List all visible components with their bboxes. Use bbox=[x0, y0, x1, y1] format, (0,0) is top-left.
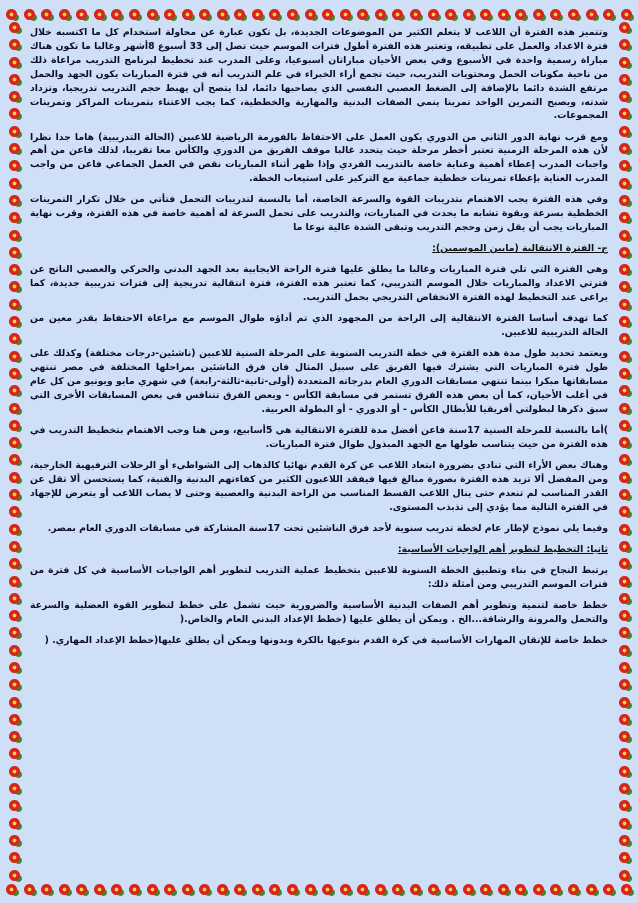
flower-icon bbox=[147, 9, 158, 20]
flower-icon bbox=[111, 884, 122, 895]
flower-icon bbox=[498, 884, 509, 895]
flower-icon bbox=[619, 403, 630, 414]
flower-icon bbox=[9, 385, 20, 396]
flower-icon bbox=[269, 9, 280, 20]
flower-icon bbox=[94, 884, 105, 895]
flower-icon bbox=[9, 22, 20, 33]
flower-icon bbox=[445, 9, 456, 20]
flower-icon bbox=[340, 884, 351, 895]
flower-icon bbox=[9, 679, 20, 690]
flower-icon bbox=[9, 524, 20, 535]
flower-icon bbox=[9, 506, 20, 517]
flower-icon bbox=[9, 143, 20, 154]
flower-icon bbox=[586, 9, 597, 20]
flower-icon bbox=[619, 679, 630, 690]
flower-icon bbox=[9, 800, 20, 811]
flower-icon bbox=[9, 645, 20, 656]
flower-icon bbox=[94, 9, 105, 20]
flower-icon bbox=[515, 9, 526, 20]
flower-icon bbox=[619, 368, 630, 379]
flower-icon bbox=[375, 884, 386, 895]
flower-icon bbox=[287, 9, 298, 20]
flower-icon bbox=[619, 541, 630, 552]
flower-icon bbox=[41, 9, 52, 20]
paragraph-transition-duration: ويعتمد تحديد طول مدة هذه الفترة في خطة التدريب السنوية على المرحلة السنية للاعبين (ناشئين-درجات مختلفة) وكذلك على طول فترة المباريات التي يشترك فيها الفريق على سبيل المثال فان فرق الناشئين بمراحلها المختلفة في مصر تنتهي مسابقاتها مبكرا بينما تنتهي مسابقات الدوري العام بدرجاته المتعددة (أولى-ثانية-ثالثة-رابعة) في شهري مايو ويونيو من كل عام في أغلب الأحيان، كما أن بعض هذه الفرق تستمر في مسابقة الكأس - وبعض الفرق تتنافس في بعض المسابقات الأخرى التي سبق ذكرها لبطولتي أفريقيا للأبطال الكأس - أو الدوري - أو البطولة العربية. bbox=[30, 348, 608, 415]
flower-icon bbox=[76, 884, 87, 895]
paragraph-age-17: )أما بالنسبة للمرحلة السنية 17سنة فاعن أفضل مدة للفترة الانتقالية هي 5أسابيع، ومن هنا وجب الاهتمام بتخطيط التدريب في هذه الفترة من حيث يتناسب طولها مع الجهد المبذول طوال فترة المباريات. bbox=[30, 424, 608, 450]
flower-icon bbox=[9, 593, 20, 604]
flower-icon bbox=[603, 9, 614, 20]
flower-icon bbox=[463, 9, 474, 20]
flower-icon bbox=[9, 576, 20, 587]
flower-icon bbox=[9, 766, 20, 777]
flower-border-left bbox=[5, 22, 23, 881]
flower-icon bbox=[619, 576, 630, 587]
flower-icon bbox=[410, 9, 421, 20]
flower-icon bbox=[24, 884, 35, 895]
flower-icon bbox=[252, 9, 263, 20]
flower-icon bbox=[619, 558, 630, 569]
paragraph-plan-model: وفيما يلي نموذج لإطار عام لخطة تدريب سنوية لأحد فرق الناشئين تحت 17سنة المشاركة في مسابقات الدوري العام بمصر. bbox=[47, 522, 608, 534]
document-body bbox=[30, 26, 608, 879]
flower-icon bbox=[533, 9, 544, 20]
flower-icon bbox=[9, 731, 20, 742]
flower-icon bbox=[9, 748, 20, 759]
flower-icon bbox=[619, 766, 630, 777]
flower-border-bottom bbox=[6, 880, 632, 898]
flower-icon bbox=[9, 333, 20, 344]
flower-icon bbox=[533, 884, 544, 895]
flower-icon bbox=[603, 884, 614, 895]
flower-icon bbox=[9, 368, 20, 379]
flower-icon bbox=[568, 884, 579, 895]
flower-icon bbox=[9, 230, 20, 241]
flower-icon bbox=[9, 818, 20, 829]
flower-icon bbox=[619, 593, 630, 604]
flower-icon bbox=[9, 108, 20, 119]
flower-icon bbox=[9, 437, 20, 448]
flower-icon bbox=[619, 385, 630, 396]
flower-icon bbox=[619, 524, 630, 535]
flower-icon bbox=[9, 195, 20, 206]
flower-icon bbox=[305, 884, 316, 895]
section-heading-planning: ثانيا: التخطيط لتطوير أهم الواجبات الأساسية: bbox=[397, 543, 608, 555]
flower-icon bbox=[619, 506, 630, 517]
paragraph-strength-speed: وفي هذه الفترة يجب الاهتمام بتدريبات القوة والسرعة الخاصة، أما بالنسبة لتدريبات التحمل فتأتي من خلال تكرار التمرينات الخططية بسرعة وبقوة تشابه ما يحدث في المباريات، والتدريب على تحمل السرعة له أهمية خاصة في هذه الفترة، وقرب نهاية المباريات يجب أن يقل زمن وحجم التدريب وتبقى الشدة عالية نوعا ما bbox=[30, 194, 608, 234]
flower-icon bbox=[619, 316, 630, 327]
flower-icon bbox=[619, 178, 630, 189]
flower-icon bbox=[9, 870, 20, 881]
flower-icon bbox=[9, 835, 20, 846]
flower-icon bbox=[234, 9, 245, 20]
flower-icon bbox=[619, 645, 630, 656]
flower-icon bbox=[9, 454, 20, 465]
flower-icon bbox=[9, 403, 20, 414]
flower-icon bbox=[305, 9, 316, 20]
flower-icon bbox=[9, 472, 20, 483]
flower-icon bbox=[550, 9, 561, 20]
flower-icon bbox=[357, 9, 368, 20]
flower-icon bbox=[252, 884, 263, 895]
flower-icon bbox=[9, 697, 20, 708]
flower-icon bbox=[480, 9, 491, 20]
flower-icon bbox=[6, 884, 17, 895]
flower-icon bbox=[9, 783, 20, 794]
flower-icon bbox=[357, 884, 368, 895]
flower-icon bbox=[619, 195, 630, 206]
flower-icon bbox=[9, 299, 20, 310]
flower-icon bbox=[269, 884, 280, 895]
flower-icon bbox=[9, 74, 20, 85]
paragraph-rest-opinions: وهناك بعض الأراء التي تنادي بضرورة ابتعاد اللاعب عن كرة القدم نهائيا كالذهاب إلى الشواطيء أو الرحلات الترفيهية الخارجية، ومن المفضل ألا تزيد هذه الفترة بصورة مبالغ فيها فيفقد اللاعبون الكثير من كفاءتهم البدنية والفنية، كما يستحسن ألا تقل عن القدر المناسب لم تنعدم حتى ينال اللاعب القسط المناسب من الراحة البدنية والعصبية وحتى لا يصاب اللاعب أو يتعرض للإجهاد في الفترة التالية مما يؤدي إلى تذبذب المستوى. bbox=[30, 459, 608, 513]
flower-icon bbox=[619, 108, 630, 119]
flower-icon bbox=[164, 884, 175, 895]
flower-icon bbox=[129, 9, 140, 20]
flower-icon bbox=[234, 884, 245, 895]
flower-icon bbox=[9, 852, 20, 863]
paragraph-transition-goal: كما تهدف أساسا الفترة الانتقالية إلى الراحة من المجهود الذي تم أداؤه طوال الموسم مع مراعاة الاحتفاظ بقدر معين من الحالة التدريبية للاعبين. bbox=[30, 313, 608, 339]
flower-icon bbox=[586, 884, 597, 895]
flower-icon bbox=[445, 884, 456, 895]
flower-icon bbox=[287, 884, 298, 895]
flower-icon bbox=[199, 9, 210, 20]
flower-icon bbox=[568, 9, 579, 20]
flower-icon bbox=[621, 9, 632, 20]
paragraph-league-end: ومع قرب نهاية الدور الثاني من الدوري يكون العمل على الاحتفاظ بالفورمة الرياضية للاعبين (الحالة التدريبية) هاما جدا نظرا لأن هذه المرحلة الزمنية تعتبر أخطر مرحلة حيث يتحدد غالبا موقف الفريق من الدوري والكأس معا تقريبا، لذلك فاعن من أهم واجبات المدرب إعطاء أهمية وعناية خاصة بالتدريب الفردي وإذا ظهر أثناء المباريات نقص في العمل الجماعي فاعن من واجب المدرب العناية بإعطاء تمرينات خططية جماعية مع التركيز على استيعاب الخطة. bbox=[30, 131, 608, 185]
flower-icon bbox=[9, 39, 20, 50]
flower-icon bbox=[619, 627, 630, 638]
flower-icon bbox=[9, 126, 20, 137]
flower-icon bbox=[619, 39, 630, 50]
flower-icon bbox=[619, 247, 630, 258]
paragraph-transition-definition: وهي الفترة التي تلي فترة المباريات وغالبا ما يطلق عليها فترة الراحة الايجابية بعد الجهد البدني والحركي والعصبي الناتج عن فترتي الاعداد والمباريات خلال الموسم التدريبي، كما تعتبر هذه الفترة، فترة انتقالية تدريجية إلى فترات تدريبية جديدة، كما يراعى عند التخطيط لهذه الفترة الانخفاض التدريجي بحمل التدريب. bbox=[30, 264, 608, 304]
flower-icon bbox=[619, 91, 630, 102]
flower-icon bbox=[619, 800, 630, 811]
flower-border-top bbox=[6, 5, 632, 23]
flower-icon bbox=[619, 160, 630, 171]
flower-icon bbox=[9, 541, 20, 552]
paragraph-physical-plans: خطط خاصة لتنمية وتطوير أهم الصفات البدنية الأساسية والضرورية حيث تشمل على خطط لتطوير القوة العضلية والسرعة والتحمل والمرونة والرشاقة...الخ . ويمكن أن يطلق عليها (خطط الإعداد البدني العام والخاص.( bbox=[30, 599, 608, 625]
flower-icon bbox=[6, 9, 17, 20]
flower-icon bbox=[217, 884, 228, 895]
flower-icon bbox=[9, 212, 20, 223]
flower-icon bbox=[619, 714, 630, 725]
flower-icon bbox=[619, 610, 630, 621]
flower-icon bbox=[9, 558, 20, 569]
flower-icon bbox=[199, 884, 210, 895]
flower-icon bbox=[463, 884, 474, 895]
flower-icon bbox=[619, 870, 630, 881]
flower-icon bbox=[619, 748, 630, 759]
flower-icon bbox=[619, 57, 630, 68]
flower-icon bbox=[129, 884, 140, 895]
flower-border-right bbox=[615, 22, 633, 881]
flower-icon bbox=[619, 299, 630, 310]
flower-icon bbox=[59, 9, 70, 20]
flower-icon bbox=[164, 9, 175, 20]
flower-icon bbox=[322, 9, 333, 20]
flower-icon bbox=[619, 264, 630, 275]
flower-icon bbox=[550, 884, 561, 895]
flower-icon bbox=[9, 627, 20, 638]
flower-icon bbox=[9, 714, 20, 725]
flower-icon bbox=[619, 852, 630, 863]
flower-icon bbox=[9, 420, 20, 431]
flower-icon bbox=[9, 610, 20, 621]
flower-icon bbox=[9, 178, 20, 189]
flower-icon bbox=[9, 247, 20, 258]
flower-icon bbox=[111, 9, 122, 20]
flower-icon bbox=[619, 126, 630, 137]
flower-icon bbox=[9, 264, 20, 275]
section-heading-transition: ج- الفترة الانتقالية (مابين الموسمين): bbox=[432, 243, 608, 255]
flower-icon bbox=[619, 662, 630, 673]
flower-icon bbox=[428, 884, 439, 895]
flower-icon bbox=[619, 454, 630, 465]
flower-icon bbox=[9, 489, 20, 500]
paragraph-skill-plans: خطط خاصة للإتقان المهارات الأساسية في كرة القدم بنوعيها بالكرة وبدونها ويمكن أن يطلق عليها(خطط الإعداد المهاري. ( bbox=[44, 634, 608, 646]
flower-icon bbox=[619, 22, 630, 33]
flower-icon bbox=[619, 472, 630, 483]
flower-icon bbox=[619, 818, 630, 829]
flower-icon bbox=[182, 9, 193, 20]
flower-icon bbox=[619, 281, 630, 292]
flower-icon bbox=[619, 489, 630, 500]
flower-icon bbox=[392, 884, 403, 895]
flower-icon bbox=[619, 351, 630, 362]
flower-icon bbox=[619, 697, 630, 708]
flower-icon bbox=[9, 316, 20, 327]
flower-icon bbox=[619, 143, 630, 154]
flower-icon bbox=[619, 333, 630, 344]
flower-icon bbox=[322, 884, 333, 895]
flower-icon bbox=[182, 884, 193, 895]
flower-icon bbox=[619, 835, 630, 846]
flower-icon bbox=[392, 9, 403, 20]
flower-icon bbox=[9, 91, 20, 102]
flower-icon bbox=[147, 884, 158, 895]
flower-icon bbox=[515, 884, 526, 895]
flower-icon bbox=[9, 160, 20, 171]
paragraph-matches-period: وتتميز هذه الفترة أن اللاعب لا يتعلم الكثير من الموضوعات الجديدة، بل تكون عبارة عن محاولة استخدام كل ما اكتسبه خلال فترة الاعداد والعمل على تطبيقه، وتعتبر هذه الفترة أطول فترات الموسم حيث تصل إلى 33 أسبوع 8أشهر وغالبا ما تكون هناك مباراة رسمية واحدة في الأسبوع وفي بعض الأحيان مباراتان أسبوعيا، وعلى المدرب عند تخطيط لبرنامج التدريب مراعاة ذلك من ناحية مكونات الحمل ومحتويات التدريب، حيث تجمع أراء الخبراء في علم التدريب أنه في فترة المباريات يكون الجهد والحمل مرتفع الشدة دائما بالإضافة إلى الضغط العصبي النفسي الذي يصاحبها دائما، لذا يتصح أن يهبط حجم التدريب تدريجيا، وتزداد شدته، ويصبح التمرين الواحد تمرينا ينمي الصفات البدنية والمهارية والخططية، كما يجب الاعتناء بتمرينات المراكز وتمرينات المجموعات. bbox=[30, 27, 608, 122]
flower-icon bbox=[619, 783, 630, 794]
flower-icon bbox=[9, 351, 20, 362]
flower-icon bbox=[59, 884, 70, 895]
flower-icon bbox=[24, 9, 35, 20]
flower-icon bbox=[9, 57, 20, 68]
flower-icon bbox=[619, 212, 630, 223]
flower-icon bbox=[375, 9, 386, 20]
flower-icon bbox=[428, 9, 439, 20]
flower-icon bbox=[619, 731, 630, 742]
flower-icon bbox=[410, 884, 421, 895]
flower-icon bbox=[619, 230, 630, 241]
flower-icon bbox=[9, 281, 20, 292]
flower-icon bbox=[340, 9, 351, 20]
flower-icon bbox=[41, 884, 52, 895]
flower-icon bbox=[498, 9, 509, 20]
flower-icon bbox=[217, 9, 228, 20]
flower-icon bbox=[621, 884, 632, 895]
flower-icon bbox=[9, 662, 20, 673]
flower-icon bbox=[480, 884, 491, 895]
flower-icon bbox=[619, 74, 630, 85]
flower-icon bbox=[619, 437, 630, 448]
flower-icon bbox=[619, 420, 630, 431]
flower-icon bbox=[76, 9, 87, 20]
paragraph-plan-success: يرتبط النجاح في بناء وتطبيق الخطة السنوية للاعبين بتخطيط عملية التدريب لتطوير أهم الواجبات الأساسية في كل فترة من فترات الموسم التدريبي ومن أمثلة ذلك: bbox=[30, 564, 608, 590]
